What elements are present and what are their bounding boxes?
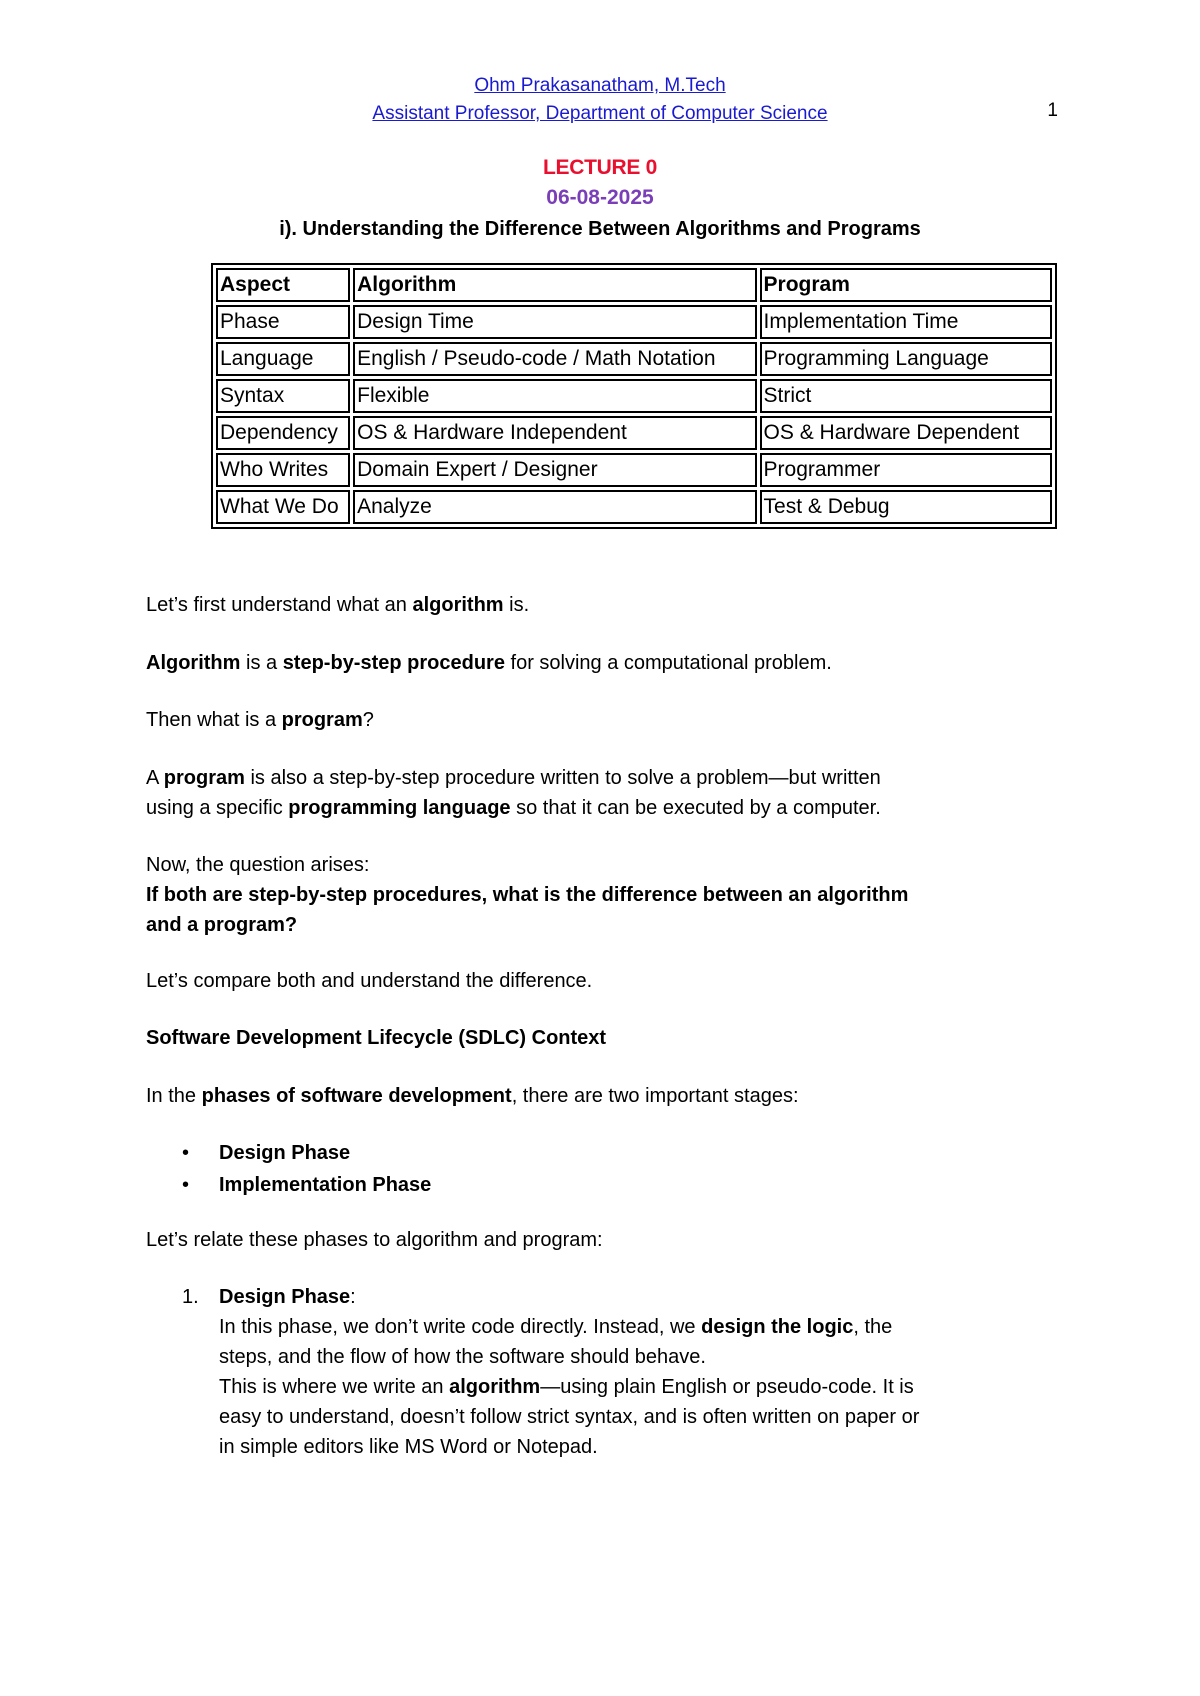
paragraph-question <box>146 850 1066 940</box>
text-run: so that it can be executed by a computer. <box>510 797 881 819</box>
author-link[interactable]: Ohm Prakasanatham, M.Tech <box>474 75 726 96</box>
page-number: 1 <box>1047 100 1058 121</box>
role-link[interactable]: Assistant Professor, Department of Computer Science <box>372 103 828 124</box>
list-number: 1. <box>182 1286 199 1308</box>
lecture-date: 06-08-2025 <box>546 186 654 209</box>
table-cell: Domain Expert / Designer <box>353 453 756 487</box>
table-cell: Programmer <box>760 453 1052 487</box>
page-header <box>0 72 1200 128</box>
bold-run: program <box>163 767 245 789</box>
list-item: • Design Phase <box>146 1137 1066 1169</box>
bold-run: program <box>281 709 363 731</box>
table-cell: Design Time <box>353 305 756 339</box>
text-run: Let’s first understand what an <box>146 594 413 616</box>
lecture-title: LECTURE 0 <box>543 156 657 179</box>
table-row <box>216 490 1052 524</box>
table-cell: Strict <box>760 379 1052 413</box>
paragraph-program-definition <box>146 763 1066 823</box>
phases-list <box>146 1137 1066 1201</box>
text-line: easy to understand, doesn’t follow strict syntax, and is often written on paper or <box>219 1406 920 1428</box>
section-title: i). Understanding the Difference Between Algorithms and Programs <box>279 218 921 240</box>
text-run: This is where we write an <box>219 1376 450 1398</box>
text-line: steps, and the flow of how the software should behave. <box>219 1346 706 1368</box>
table-cell: English / Pseudo-code / Math Notation <box>353 342 756 376</box>
text-line: Let’s compare both and understand the difference. <box>146 970 593 992</box>
text-run: is a <box>240 652 283 674</box>
bold-run: algorithm <box>449 1376 541 1398</box>
table-cell: Language <box>216 342 350 376</box>
table-header-cell: Algorithm <box>353 268 756 302</box>
text-run: In the <box>146 1085 202 1107</box>
table-cell: OS & Hardware Independent <box>353 416 756 450</box>
table-cell: Programming Language <box>760 342 1052 376</box>
paragraph-relate <box>146 1225 1066 1255</box>
bold-run: and a program? <box>146 914 298 936</box>
text-run: Then what is a <box>146 709 282 731</box>
text-run: is also a step-by-step procedure written to solve a problem—but written <box>244 767 881 789</box>
table-row <box>216 379 1052 413</box>
text-line: Now, the question arises: <box>146 854 370 876</box>
bold-run: Design Phase <box>219 1286 351 1308</box>
text-run: —using plain English or pseudo-code. It is <box>540 1376 914 1398</box>
table-row <box>216 342 1052 376</box>
table-row <box>216 416 1052 450</box>
text-run: ? <box>362 709 374 731</box>
bold-run: programming language <box>288 797 511 819</box>
bold-run: algorithm <box>412 594 504 616</box>
text-run: , the <box>853 1316 893 1338</box>
table-cell: OS & Hardware Dependent <box>760 416 1052 450</box>
paragraph-algorithm-definition <box>146 648 1066 678</box>
table-cell: Implementation Time <box>760 305 1052 339</box>
table-cell: Syntax <box>216 379 350 413</box>
text-run: , there are two important stages: <box>511 1085 799 1107</box>
bold-run: step-by-step procedure <box>282 652 505 674</box>
text-run: In this phase, we don’t write code directly. Instead, we <box>219 1316 702 1338</box>
paragraph-compare <box>146 966 1066 996</box>
table-cell: Test & Debug <box>760 490 1052 524</box>
sdlc-heading <box>146 1023 1066 1053</box>
text-line: Let’s relate these phases to algorithm and program: <box>146 1229 603 1251</box>
table-row <box>216 453 1052 487</box>
text-run: is. <box>503 594 530 616</box>
bold-run: Software Development Lifecycle (SDLC) Context <box>146 1027 607 1049</box>
table-cell: What We Do <box>216 490 350 524</box>
comparison-table <box>211 263 1057 529</box>
bold-run: Algorithm <box>146 652 241 674</box>
text-run: A <box>146 767 164 789</box>
table-row <box>216 305 1052 339</box>
table-cell: Flexible <box>353 379 756 413</box>
text-run: using a specific <box>146 797 289 819</box>
table-cell: Dependency <box>216 416 350 450</box>
bold-run: design the logic <box>701 1316 854 1338</box>
table-cell: Phase <box>216 305 350 339</box>
numbered-item-design-phase <box>146 1282 1066 1462</box>
table-cell: Who Writes <box>216 453 350 487</box>
paragraph-program-question <box>146 705 1066 735</box>
paragraph-algorithm-intro <box>146 590 1066 620</box>
table-header-cell: Aspect <box>216 268 350 302</box>
text-line: in simple editors like MS Word or Notepad. <box>219 1436 598 1458</box>
text-run: : <box>350 1286 356 1308</box>
list-item: • Implementation Phase <box>146 1169 1066 1201</box>
table-header-cell: Program <box>760 268 1052 302</box>
bold-run: If both are step-by-step procedures, what is the difference between an algorithm <box>146 884 909 906</box>
table-cell: Analyze <box>353 490 756 524</box>
paragraph-phases-intro <box>146 1081 1066 1111</box>
bold-run: phases of software development <box>201 1085 512 1107</box>
text-run: for solving a computational problem. <box>504 652 832 674</box>
table-header-row <box>216 268 1052 302</box>
